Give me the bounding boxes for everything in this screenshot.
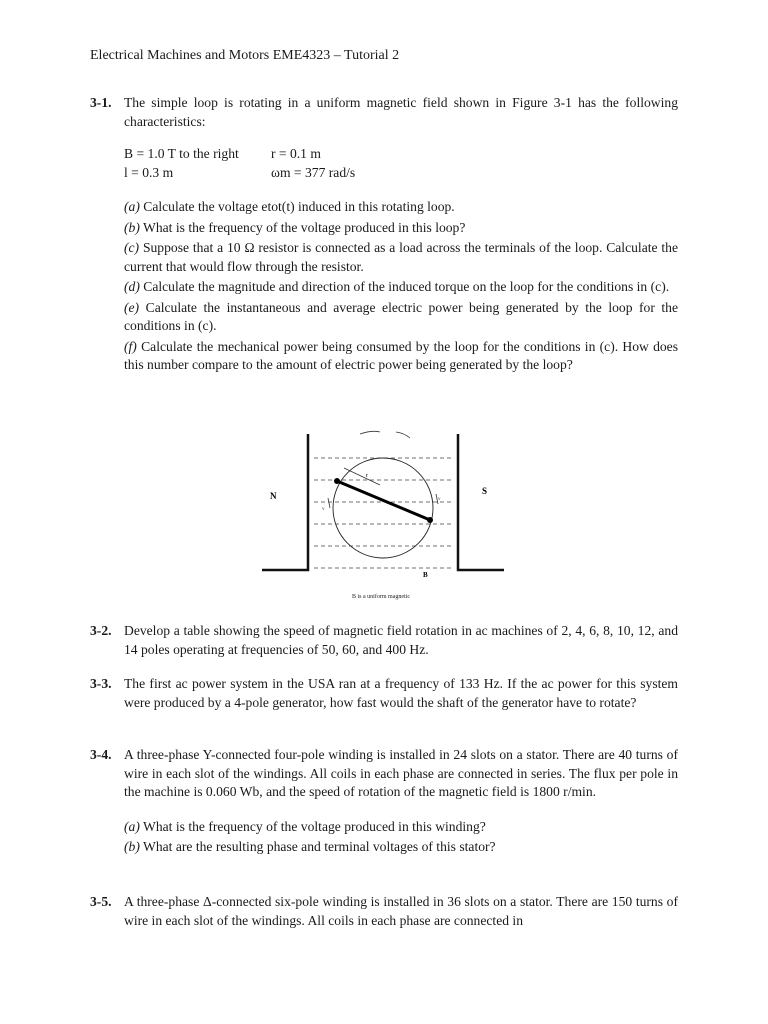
problem-number: 3-2. [90, 623, 112, 638]
problem-text: A three-phase Δ-connected six-pole winding is installed in 36 slots on a stator. There are 150 turns of wire in each slot of the windings. All coils in each phase are connected in [124, 894, 678, 928]
part-e: (e) Calculate the instantaneous and average electric power being generated by the loop for the conditions in (c). [124, 299, 679, 333]
problem-number: 3-5. [90, 894, 112, 909]
param-omega: ωm = 377 rad/s [271, 164, 356, 180]
loop-conductor [337, 481, 430, 520]
part-c: (c) Suppose that a 10 Ω resistor is connected as a load across the terminals of the loop. Calculate the current that would flow through the resistor. [124, 240, 678, 274]
conductor-end-a [334, 478, 340, 484]
problem-3-2 [90, 622, 678, 659]
figure-caption: B is a uniform magnetic [352, 594, 410, 600]
problem-3-4 [90, 746, 678, 857]
field-label: B [423, 571, 428, 579]
part-a: (a) Calculate the voltage etot(t) induced in this rotating loop. [124, 199, 455, 214]
north-label: N [270, 491, 277, 501]
document-header: Electrical Machines and Motors EME4323 – Tutorial 2 [90, 48, 400, 63]
problem-text: The first ac power system in the USA ran at a frequency of 133 Hz. If the ac power for this system were produced by a 4-pole generator, how fast would the shaft of the generator have to rotate? [124, 676, 678, 710]
problem-text: Develop a table showing the speed of magnetic field rotation in ac machines of 2, 4, 6, 8, 10, 12, and 14 poles operating at frequencies of 50, 60, and 400 Hz. [124, 623, 678, 657]
problem-intro: The simple loop is rotating in a uniform magnetic field shown in Figure 3-1 has the following characteristics: [124, 95, 678, 129]
rotation-circle [333, 458, 433, 558]
problem-number: 3-1. [90, 95, 112, 110]
south-pole-piece [458, 434, 504, 570]
conductor-end-b [427, 517, 433, 523]
part-d: (d) Calculate the magnitude and direction of the induced torque on the loop for the conditions in (c). [124, 279, 670, 294]
problem-3-3 [90, 675, 678, 712]
radius-line [344, 468, 380, 485]
param-b: B = 1.0 T to the right [124, 146, 239, 161]
svg-text:v: v [322, 507, 325, 512]
field-lines [314, 458, 452, 568]
north-pole-piece [262, 434, 308, 570]
problem-number: 3-4. [90, 747, 112, 762]
rotating-loop-figure [262, 428, 510, 606]
part-b: (b) What are the resulting phase and terminal voltages of this stator? [124, 839, 496, 854]
svg-text:v: v [438, 497, 441, 502]
param-l: l = 0.3 m [124, 164, 174, 180]
part-f: (f) Calculate the mechanical power being consumed by the loop for the conditions in (c). How does this number compare to the amount of electric power being generated by the loop? [124, 338, 678, 372]
parameter-list [124, 145, 678, 182]
problem-number: 3-3. [90, 676, 112, 691]
problem-3-5 [90, 893, 678, 930]
south-label: S [482, 486, 488, 496]
radius-label: r [366, 473, 368, 479]
part-a: (a) What is the frequency of the voltage produced in this winding? [124, 818, 486, 834]
problem-3-1 [90, 94, 678, 375]
problem-text: A three-phase Y-connected four-pole winding is installed in 24 slots on a stator. There are 40 turns of wire in each slot of the windings. All coils in each phase are connected in series. The flux per pole in the machine is 0.060 Wb, and the speed of rotation of the magnetic field is 1800 r/min. [124, 747, 678, 799]
param-r: r = 0.1 m [271, 146, 321, 161]
part-b: (b) What is the frequency of the voltage produced in this loop? [124, 219, 466, 235]
